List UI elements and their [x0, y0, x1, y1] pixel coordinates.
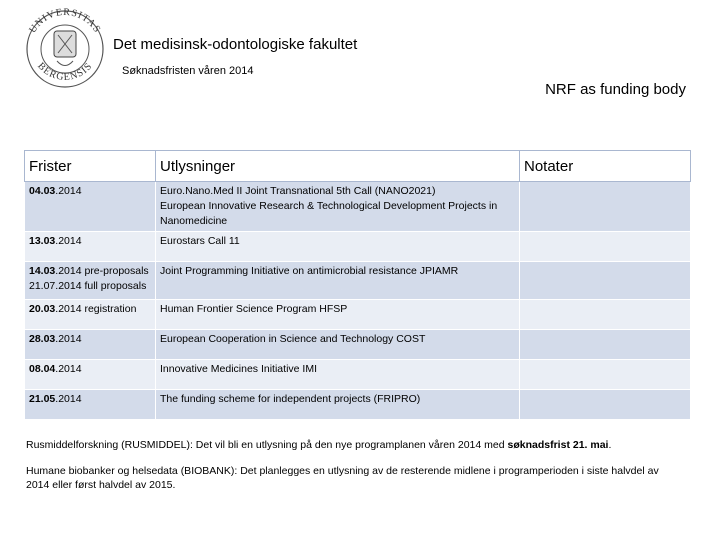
call-title-line2: European Innovative Research & Technological Development Projects in	[160, 200, 498, 212]
call-title: Eurostars Call 11	[160, 235, 240, 247]
call-title: European Cooperation in Science and Technology COST	[160, 333, 426, 345]
deadline-date-rest: .2014	[55, 185, 82, 197]
call-cell	[156, 300, 520, 330]
header-notes: Notater	[520, 151, 691, 182]
note-cell	[520, 330, 691, 360]
call-cell	[156, 360, 520, 390]
call-title-line3: Nanomedicine	[160, 215, 228, 227]
deadline-date-rest: .2014	[55, 235, 82, 247]
note-cell	[520, 390, 691, 420]
seal-text-top: UNIVERSITAS	[27, 6, 103, 36]
table-row	[25, 232, 691, 262]
faculty-name: Det medisinsk-odontologiske fakultet	[113, 36, 358, 53]
note-rusmiddel-end: .	[608, 439, 612, 451]
deadline-cell	[25, 330, 156, 360]
table-row	[25, 330, 691, 360]
call-cell	[156, 232, 520, 262]
deadline-cell	[25, 360, 156, 390]
note-cell	[520, 182, 691, 232]
note-rusmiddel-text: Rusmiddelforskning (RUSMIDDEL): Det vil bli en utlysning på den nye programplanen våren 2014 med	[26, 439, 508, 451]
seal-text-bottom: BERGENSIS	[35, 60, 95, 84]
header-deadline: Frister	[25, 151, 156, 182]
deadline-cell	[25, 232, 156, 262]
call-title: Euro.Nano.Med II Joint Transnational 5th Call (NANO2021)	[160, 185, 436, 197]
page-subtitle: Søknadsfristen våren 2014	[122, 65, 254, 77]
call-title: Human Frontier Science Program HFSP	[160, 303, 348, 315]
deadline-date-rest: .2014 registration	[55, 303, 137, 315]
table-row	[25, 182, 691, 232]
deadline-cell	[25, 390, 156, 420]
deadline-date-bold: 04.03	[29, 185, 56, 197]
call-cell	[156, 262, 520, 300]
table-row	[25, 390, 691, 420]
deadline-cell	[25, 262, 156, 300]
table-row	[25, 300, 691, 330]
deadline-date-bold: 14.03	[29, 265, 56, 277]
note-rusmiddel-deadline: søknadsfrist 21. mai	[507, 439, 609, 451]
deadline-date-rest: .2014	[55, 393, 82, 405]
call-title: Innovative Medicines Initiative IMI	[160, 363, 317, 375]
note-cell	[520, 262, 691, 300]
deadline-date-rest: .2014	[55, 363, 82, 375]
note-cell	[520, 300, 691, 330]
deadline-date-line2: 21.07.2014 full proposals	[29, 280, 147, 292]
deadline-date-bold: 13.03	[29, 235, 56, 247]
call-cell	[156, 182, 520, 232]
deadline-cell	[25, 300, 156, 330]
call-cell	[156, 390, 520, 420]
call-title: Joint Programming Initiative on antimicrobial resistance JPIAMR	[160, 265, 459, 277]
note-cell	[520, 232, 691, 262]
header-calls: Utlysninger	[156, 151, 520, 182]
table-header-row	[25, 151, 691, 182]
table-row	[25, 262, 691, 300]
page-heading: NRF as funding body	[545, 81, 686, 98]
university-seal-logo	[20, 6, 110, 88]
note-biobank: Humane biobanker og helsedata (BIOBANK): Det planlegges en utlysning av de resterende midlene i programperioden i siste halvdel av 2014 eller først halvdel av 2015.	[26, 465, 659, 491]
call-cell	[156, 330, 520, 360]
deadline-date-rest: .2014	[55, 333, 82, 345]
deadline-date-bold: 08.04	[29, 363, 56, 375]
note-rusmiddel	[26, 438, 666, 452]
deadline-cell	[25, 182, 156, 232]
table-row	[25, 360, 691, 390]
deadline-date-bold: 20.03	[29, 303, 56, 315]
note-cell	[520, 360, 691, 390]
deadline-date-bold: 21.05	[29, 393, 56, 405]
call-title: The funding scheme for independent projects (FRIPRO)	[160, 393, 421, 405]
deadlines-table	[24, 150, 691, 420]
svg-text:BERGENSIS	[35, 61, 95, 83]
deadline-date-rest: .2014 pre-proposals	[55, 265, 149, 277]
deadline-date-bold: 28.03	[29, 333, 56, 345]
